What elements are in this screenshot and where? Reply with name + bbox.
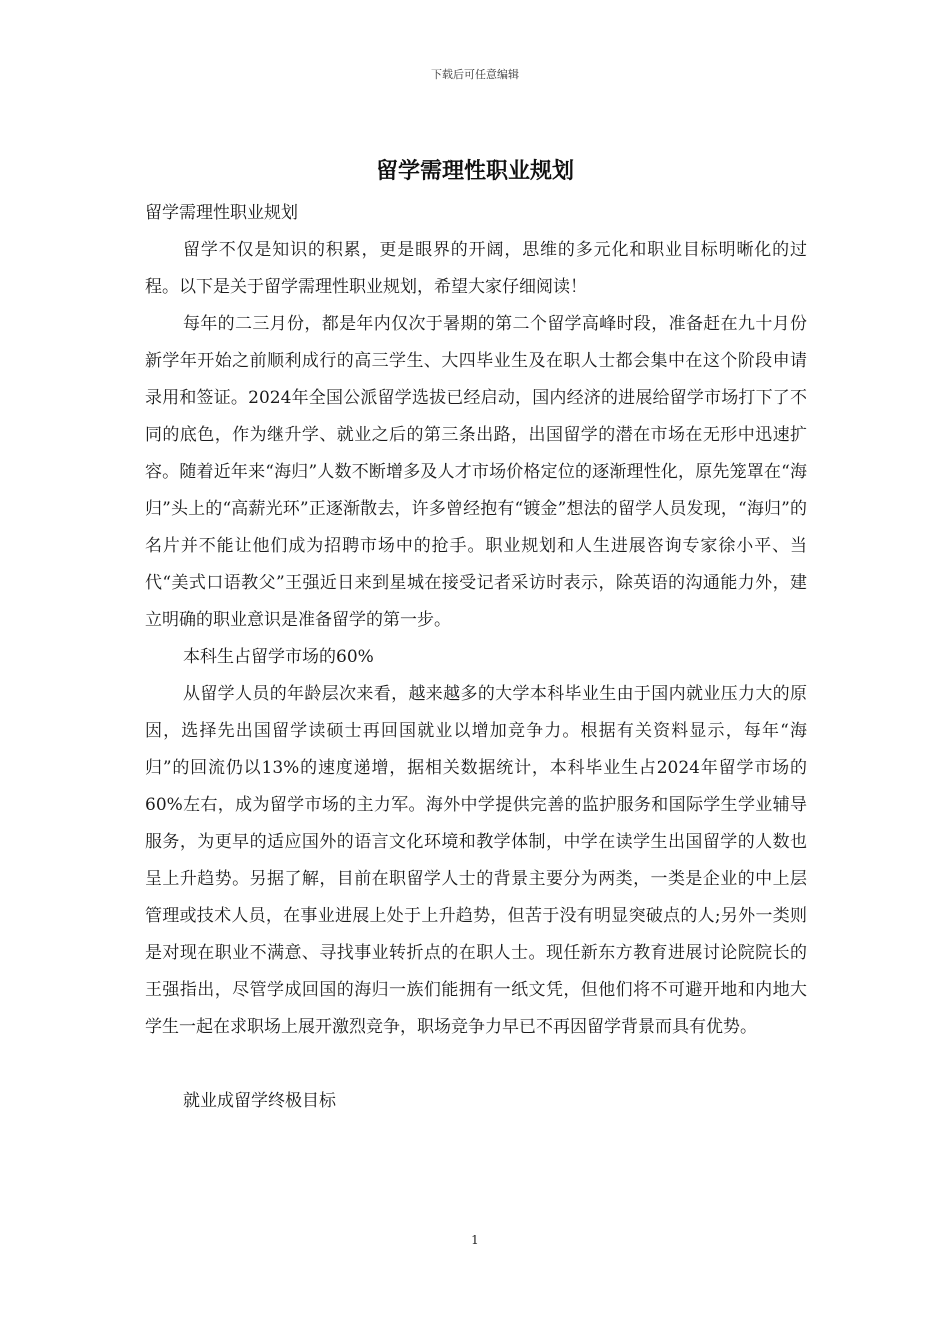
body-paragraph: 每年的二三月份，都是年内仅次于暑期的第二个留学高峰时段，准备赶在九十月份新学年开始之前顺利成行的高三学生、大四毕业生及在职人士都会集中在这个阶段申请录用和签证。2024年全国公派留学选拔已经启动，国内经济的进展给留学市场打下了不同的底色，作为继升学、就业之后的第三条出路，出国留学的潜在市场在无形中迅速扩容。随着近年来“海归”人数不断增多及人才市场价格定位的逐渐理性化，原先笼罩在“海归”头上的“高薪光环”正逐渐散去，许多曾经抱有“镀金”想法的留学人员发现，“海归”的名片并不能让他们成为招聘市场中的抢手。职业规划和人生进展咨询专家徐小平、当代“美式口语教父”王强近日来到星城在接受记者采访时表示，除英语的沟通能力外，建立明确的职业意识是准备留学的第一步。 xyxy=(145,314,807,630)
section-paragraph-undergrad-share: 从留学人员的年龄层次来看，越来越多的大学本科毕业生由于国内就业压力大的原因，选择先出国留学读硕士再回国就业以增加竞争力。根据有关资料显示，每年“海归”的回流仍以13%的速度递增，据相关数据统计，本科毕业生占2024年留学市场的60%左右，成为留学市场的主力军。海外中学提供完善的监护服务和国际学生学业辅导服务，为更早的适应国外的语言文化环境和教学体制，中学在读学生出国留学的人数也呈上升趋势。另据了解，目前在职留学人士的背景主要分为两类，一类是企业的中上层管理或技术人员，在事业进展上处于上升趋势，但苦于没有明显突破点的人;另外一类则是对现在职业不满意、寻找事业转折点的在职人士。现任新东方教育进展讨论院院长的王强指出，尽管学成回国的海归一族们能拥有一纸文凭，但他们将不可避开地和内地大学生一起在求职场上展开激烈竞争，职场竞争力早已不再因留学背景而具有优势。 xyxy=(145,684,807,1037)
document-body xyxy=(145,195,807,1120)
document-title: 留学需理性职业规划 xyxy=(375,159,574,184)
section-heading-undergrad-share: 本科生占留学市场的60% xyxy=(183,647,374,667)
section-heading-employment-goal: 就业成留学终极目标 xyxy=(183,1091,336,1111)
page-number: 1 xyxy=(471,1233,479,1247)
intro-paragraph: 留学不仅是知识的积累，更是眼界的开阔，思维的多元化和职业目标明晰化的过程。以下是关于留学需理性职业规划，希望大家仔细阅读！ xyxy=(145,240,807,297)
document-subtitle: 留学需理性职业规划 xyxy=(145,203,298,223)
page-header-note: 下载后可任意编辑 xyxy=(431,68,519,81)
